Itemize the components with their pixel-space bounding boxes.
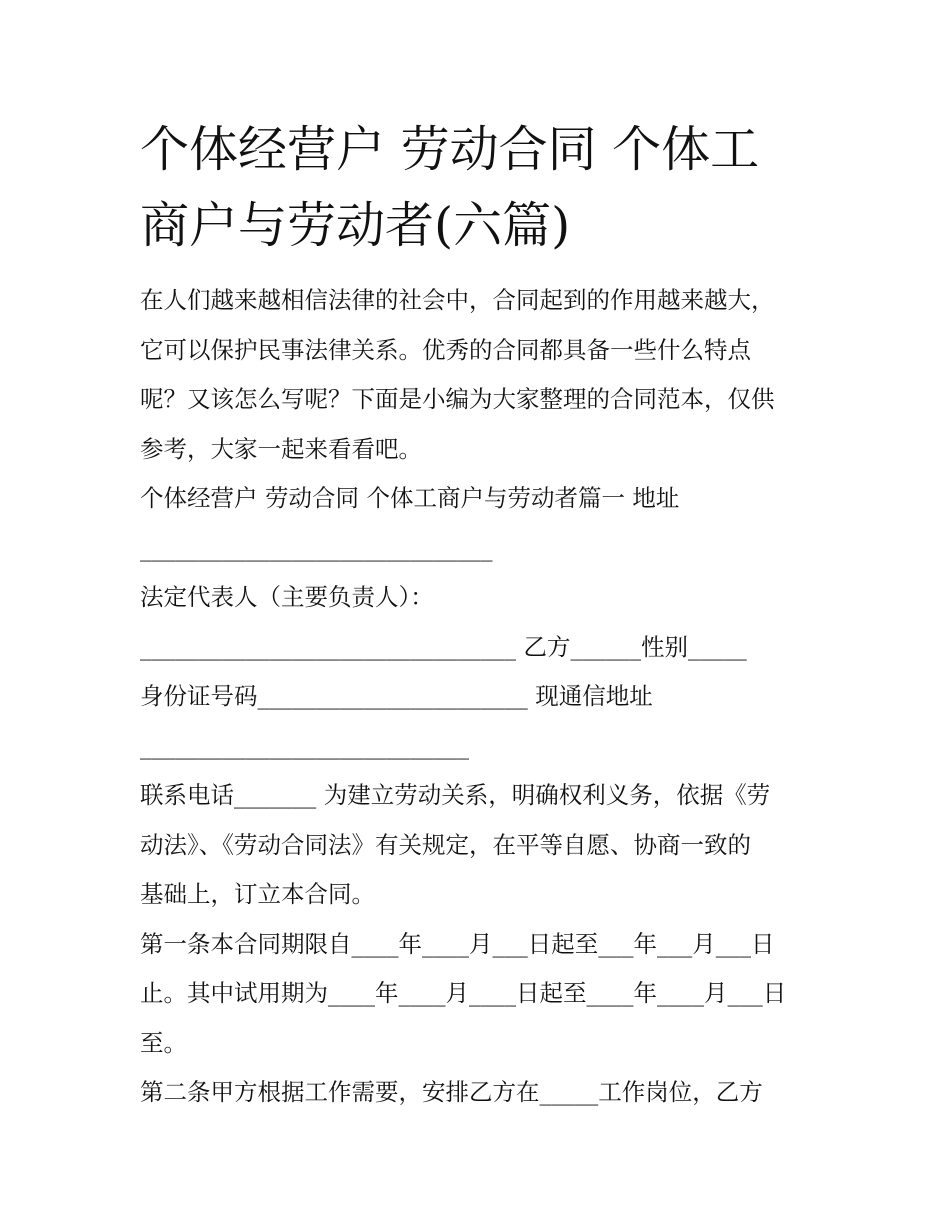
body-line: 参考，大家一起来看看吧。: [140, 434, 422, 463]
body-line: 联系电话_______ 为建立劳动关系，明确权利义务，依据《劳: [140, 781, 771, 809]
body-line: 动法》、《劳动合同法》有关规定，在平等自愿、协商一致的: [140, 830, 751, 859]
title-line-1: 个体经营户 劳动合同 个体工: [140, 121, 760, 178]
title-line-2: 商户与劳动者(六篇): [140, 197, 571, 254]
clause-line: 止。其中试用期为____年____月____日起至____年____月___日: [140, 979, 787, 1007]
body-line: 基础上，订立本合同。: [140, 880, 375, 908]
body-line: 法定代表人（主要负责人）：: [140, 583, 434, 611]
body-line: 呢？又该怎么写呢？下面是小编为大家整理的合同范本，仅供: [140, 385, 775, 413]
clause-line: 第二条甲方根据工作需要，安排乙方在_____工作岗位，乙方: [140, 1078, 763, 1106]
clause-line: 第一条本合同期限自____年____月___日起至___年___月___日: [140, 929, 775, 958]
body-line: 它可以保护民事法律关系。优秀的合同都具备一些什么特点: [140, 335, 751, 364]
blank-field-line: ____________________________: [140, 731, 469, 760]
section-heading-line: 个体经营户 劳动合同 个体工商户与劳动者篇一 地址: [140, 484, 680, 512]
document-title: [140, 112, 820, 264]
document-body: [140, 276, 820, 1118]
blank-field-line: ________________________________ 乙方______性别_____: [140, 632, 747, 661]
blank-field-line: ______________________________: [140, 533, 493, 562]
body-line: 身份证号码_______________________ 现通信地址: [140, 682, 653, 710]
clause-line: 至。: [140, 1028, 187, 1057]
body-line: 在人们越来越相信法律的社会中，合同起到的作用越来越大，: [140, 286, 775, 314]
